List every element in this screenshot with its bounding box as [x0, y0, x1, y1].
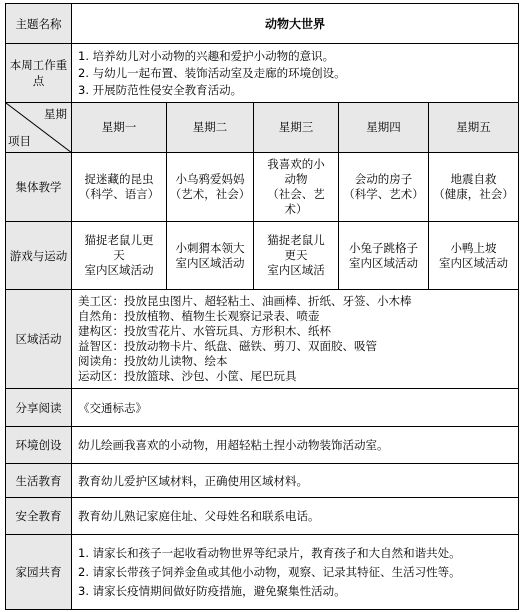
- home-item: 1. 请家长和孩子一起收看动物世界等纪录片，教育孩子和大自然和谐共处。: [78, 545, 461, 560]
- cell-line: 地震自救: [450, 172, 497, 186]
- cell-line: 小刺猬本领大: [175, 240, 245, 255]
- cell-line: （艺术，社会）: [169, 187, 251, 201]
- home-label: 家园共育: [6, 535, 72, 610]
- group-teaching-row: [6, 153, 519, 222]
- environment-label: 环境创设: [6, 427, 72, 464]
- area-item: 自然角：投放植物、植物生长观察记录表、喷壶: [78, 309, 320, 323]
- area-item: 益智区：投放动物卡片、纸盘、磁铁、剪刀、双面胶、吸管: [78, 339, 377, 353]
- group-teaching-label: 集体教学: [6, 153, 72, 222]
- cell-line: 捉迷藏的昆虫: [84, 172, 154, 186]
- corner-item-label: 项目: [8, 134, 31, 148]
- environment-row: [6, 427, 519, 464]
- safety-value: 教育幼儿熟记家庭住址、父母姓名和联系电话。: [72, 498, 519, 535]
- areas-content: [72, 290, 519, 389]
- group-cell-thu: [339, 153, 429, 222]
- cell-line: 室内区域活动: [349, 255, 418, 270]
- home-item: 3. 请家长疫情期间做好防疫措施，避免聚集性活动。: [78, 583, 346, 598]
- theme-row: [6, 4, 519, 44]
- cell-line: 小兔子跳格子: [349, 240, 418, 255]
- cell-line: （科学、语言）: [78, 187, 160, 201]
- cell-line: 猫捉老鼠儿更: [84, 233, 154, 247]
- area-item: 建构区：投放雪花片、水管玩具、方形积木、纸杯: [78, 324, 331, 338]
- theme-label: 主题名称: [6, 4, 72, 44]
- games-cell-tue: [167, 222, 254, 290]
- focus-item: 1. 培养幼儿对小动物的兴趣和爱护小动物的意识。: [78, 48, 335, 63]
- games-cell-wed: [254, 222, 339, 290]
- day-header-mon: 星期一: [72, 103, 167, 153]
- group-cell-fri: [429, 153, 519, 222]
- focus-content: [72, 44, 519, 103]
- group-cell-mon: [72, 153, 167, 222]
- day-header-wed: 星期三: [254, 103, 339, 153]
- area-item: 运动区：投放篮球、沙包、小筐、尾巴玩具: [78, 369, 297, 383]
- theme-value: 动物大世界: [72, 4, 519, 44]
- cell-line: 室内区域活动: [84, 263, 154, 277]
- focus-item: 3. 开展防范性侵安全教育活动。: [78, 82, 243, 97]
- home-row: [6, 535, 519, 610]
- safety-label: 安全教育: [6, 498, 72, 535]
- day-header-tue: 星期二: [167, 103, 254, 153]
- day-header-thu: 星期四: [339, 103, 429, 153]
- weekly-plan-table: [5, 3, 519, 610]
- games-cell-fri: [429, 222, 519, 290]
- cell-line: 动物: [284, 172, 308, 186]
- day-header-fri: 星期五: [429, 103, 519, 153]
- areas-label: 区域活动: [6, 290, 72, 389]
- focus-label: 本周工作重点: [6, 44, 72, 103]
- cell-line: 室内区域活: [267, 263, 325, 277]
- home-item: 2. 请家长带孩子饲养金鱼或其他小动物，观察、记录其特征、生活习性等。: [78, 564, 461, 579]
- cell-line: 小乌鸦爱妈妈: [175, 172, 245, 186]
- cell-line: 室内区域活动: [439, 255, 508, 270]
- cell-line: 天: [113, 248, 125, 262]
- focus-row: [6, 44, 519, 103]
- cell-line: 会动的房子: [354, 172, 413, 186]
- reading-row: [6, 389, 519, 427]
- cell-line: 我喜欢的小: [267, 157, 325, 171]
- life-row: [6, 464, 519, 498]
- cell-line: 更天: [284, 248, 308, 262]
- cell-line: （科学、艺术）: [343, 187, 424, 201]
- home-content: [72, 535, 519, 610]
- corner-weekday-label: 星期: [44, 107, 67, 121]
- games-label: 游戏与运动: [6, 222, 72, 290]
- cell-line: 术）: [284, 202, 308, 216]
- areas-row: [6, 290, 519, 389]
- safety-row: [6, 498, 519, 535]
- cell-line: （社会、艺: [267, 187, 325, 201]
- cell-line: 室内区域活动: [175, 255, 245, 270]
- life-value: 教育幼儿爱护区域材料，正确使用区域材料。: [72, 464, 519, 498]
- group-cell-wed: [254, 153, 339, 222]
- reading-label: 分享阅读: [6, 389, 72, 427]
- environment-value: 幼儿绘画我喜欢的小动物，用超轻粘土捏小动物装饰活动室。: [72, 427, 519, 464]
- day-header-row: [6, 103, 519, 153]
- corner-header-cell: [6, 103, 72, 153]
- area-item: 阅读角：投放幼儿读物、绘本: [78, 354, 228, 368]
- area-item: 美工区：投放昆虫图片、超轻粘土、油画棒、折纸、牙签、小木棒: [78, 294, 412, 308]
- games-cell-thu: [339, 222, 429, 290]
- cell-line: 猫捉老鼠儿: [267, 233, 325, 247]
- games-cell-mon: [72, 222, 167, 290]
- reading-value: 《交通标志》: [72, 389, 519, 427]
- group-cell-tue: [167, 153, 254, 222]
- focus-item: 2. 与幼儿一起布置、装饰活动室及走廊的环境创设。: [78, 65, 346, 80]
- life-label: 生活教育: [6, 464, 72, 498]
- games-row: [6, 222, 519, 290]
- cell-line: （健康，社会）: [433, 187, 514, 201]
- cell-line: 小鸭上坡: [450, 240, 497, 255]
